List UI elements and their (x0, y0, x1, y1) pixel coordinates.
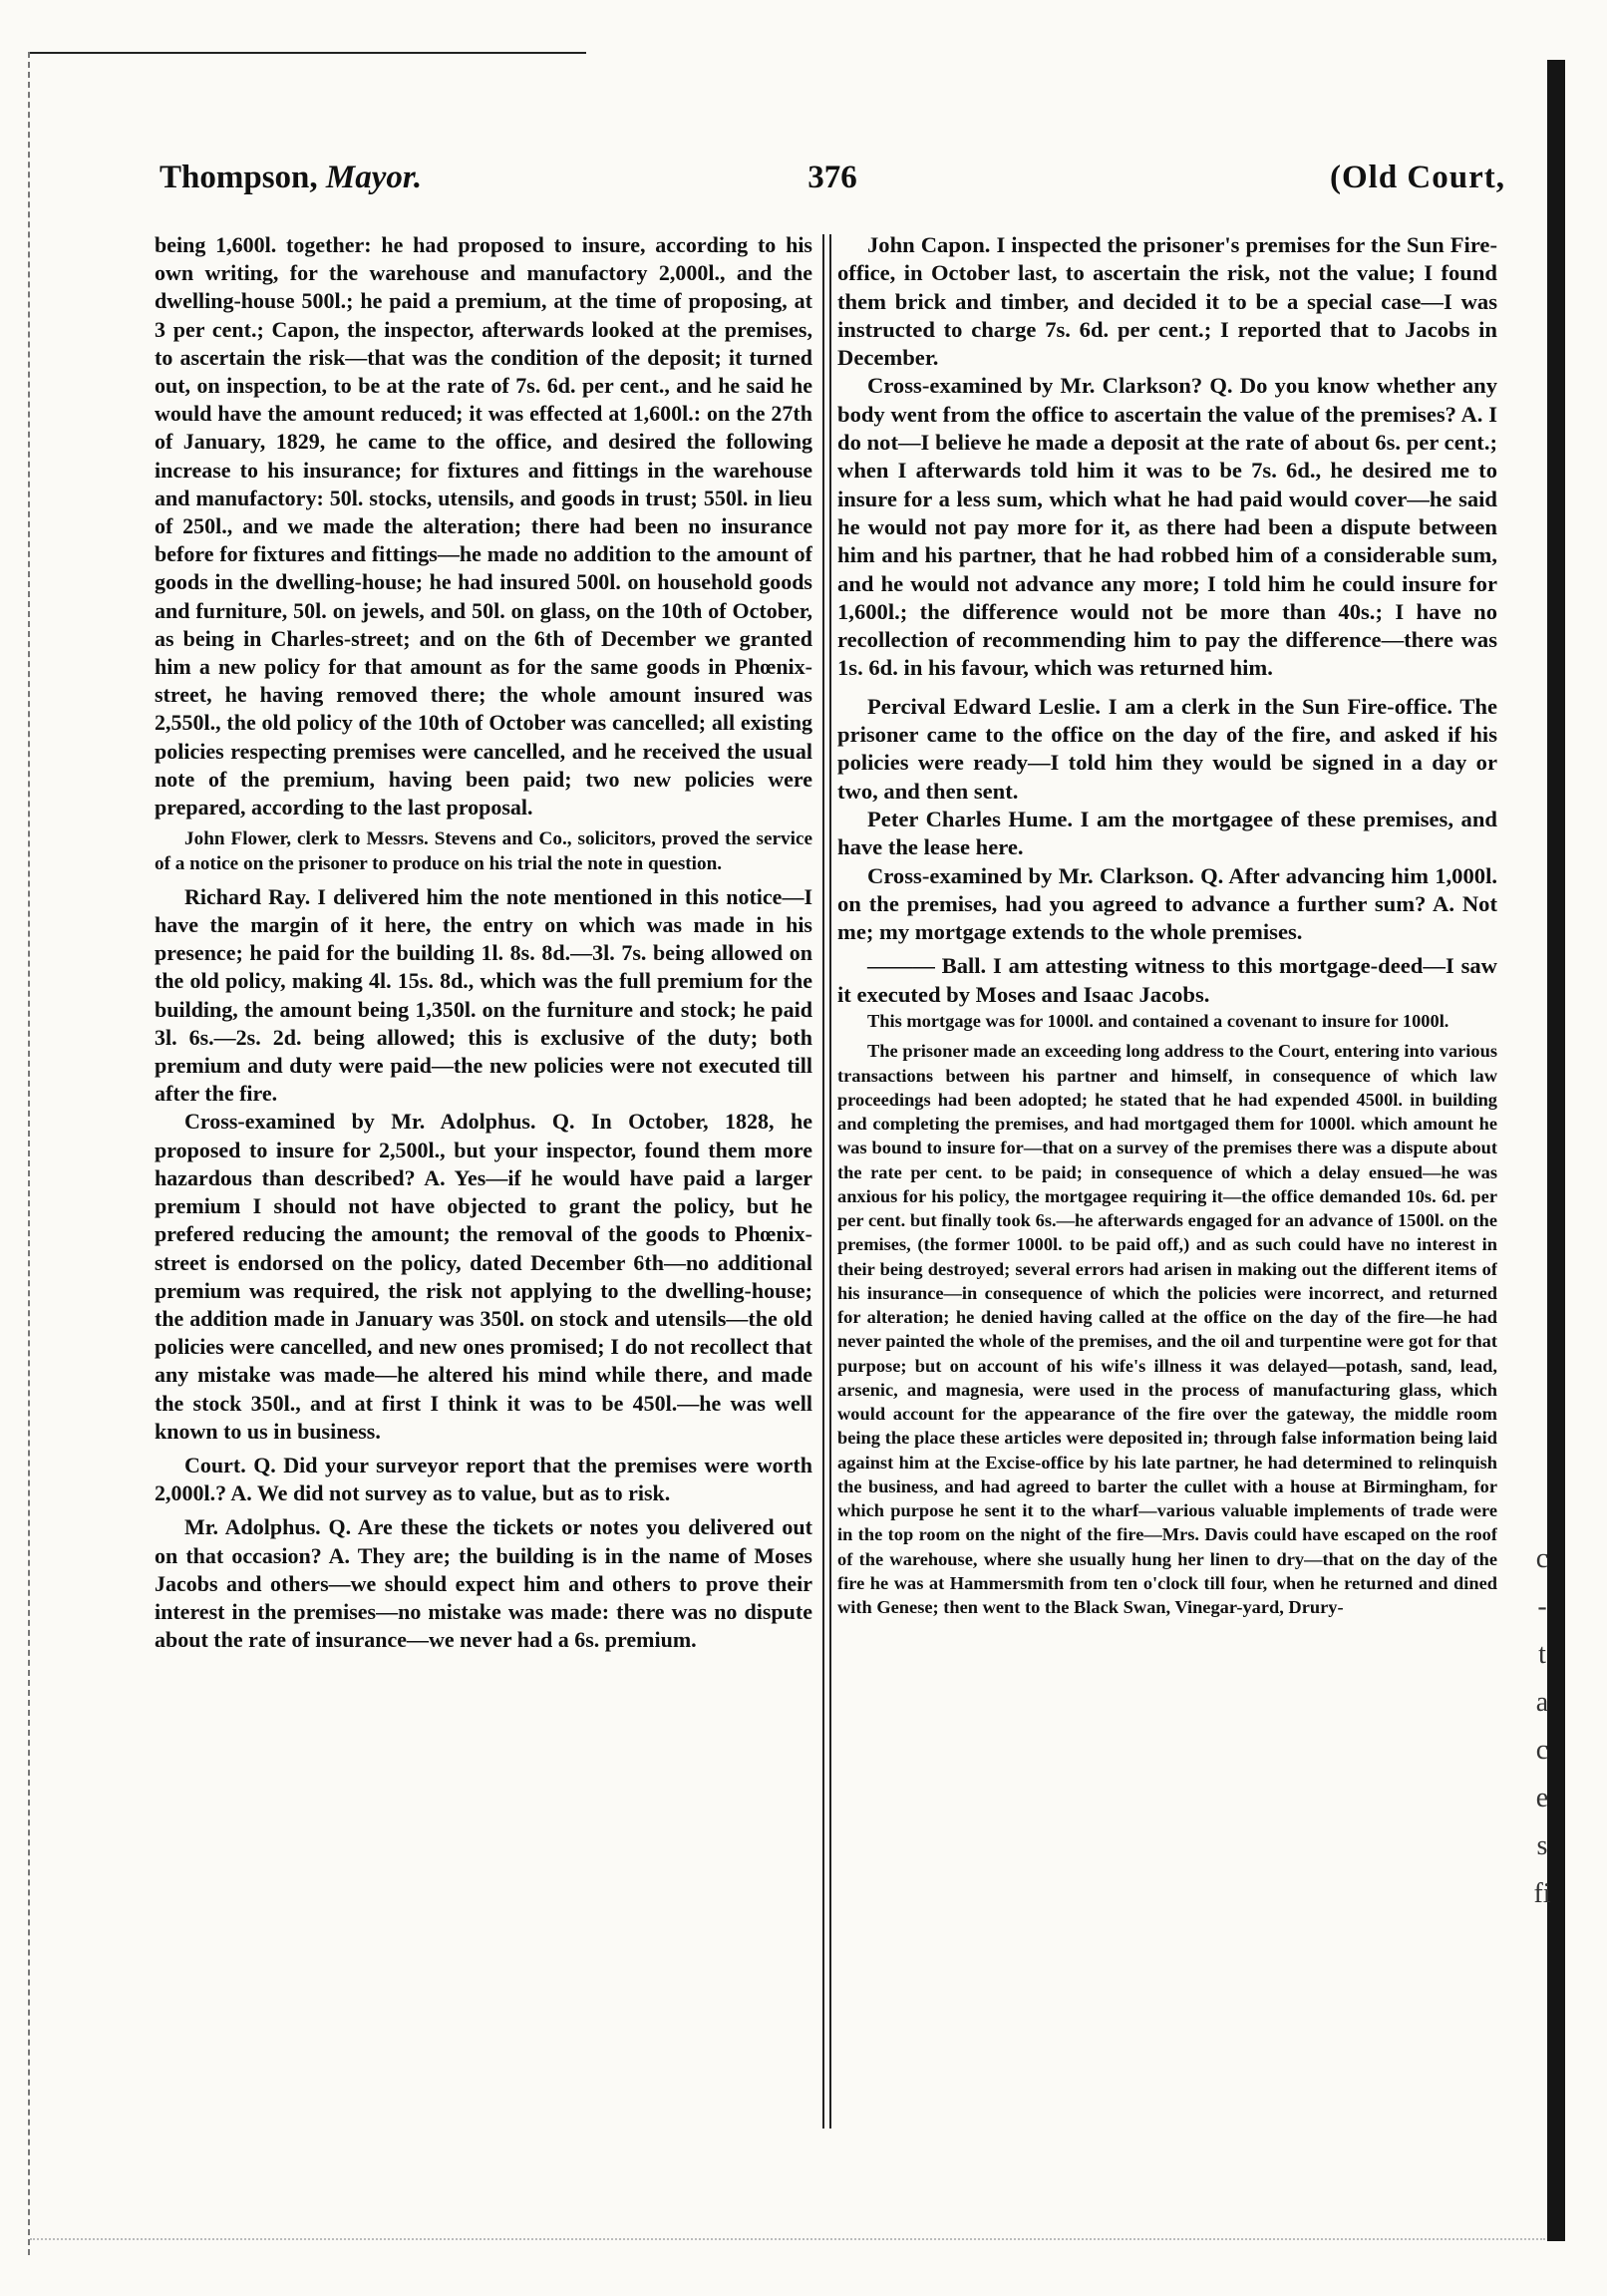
court-question-paragraph: Court. Q. Did your surveyor report that the premises were worth 2,000l.? A. We did not survey as to value, but as to risk. (155, 1452, 812, 1506)
running-head-title: Mayor. (325, 160, 423, 195)
page-number: 376 (807, 160, 857, 195)
page-header (160, 160, 1505, 209)
procedural-note: This mortgage was for 1000l. and contained a covenant to insure for 1000l. (867, 1011, 1449, 1032)
left-column (155, 231, 812, 2155)
testimony-paragraph: John Capon. I inspected the prisoner's premises for the Sun Fire-office, in October last, to ascertain the risk, not the value; I found them brick and timber, and decided it to be a special case—I was instructed to charge 7s. 6d. per cent.; I reported that to Jacobs in December. (837, 232, 1497, 371)
margin-letter: s (1536, 1830, 1548, 1861)
margin-letter: e (1535, 1783, 1549, 1813)
testimony-paragraph: Peter Charles Hume. I am the mortgagee of these premises, and have the lease here. (837, 806, 1497, 860)
testimony-paragraph: ——— Ball. I am attesting witness to this mortgage-deed—I saw it executed by Moses and Isaac Jacobs. (837, 953, 1497, 1007)
margin-letter: c (1535, 1543, 1549, 1574)
prisoner-address-paragraph: The prisoner made an exceeding long address to the Court, entering into various transactions between his partner and himself, in consequence of which law proceedings had been adopted; he stated that he had expended 4500l. in building and completing the premises, and had mortgaged them for 1000l. which amount he was bound to insure for—that on a survey of the premises there was a dispute about the rate per cent. to be paid; in consequence of which a delay ensued—he was anxious for his policy, the mortgagee requiring it—the office demanded 10s. 6d. per per cent. but finally took 6s.—he afterwards engaged for an advance of 1500l. on the premises, (the former 1000l. to be paid off,) and as such could have no interest in their being destroyed; several errors had arisen in making out the different items of his insurance—in consequence of which the policies were incorrect, and returned for alteration; he denied having called at the office on the day of the fire—he had never painted the whole of the premises, and the oil and turpentine were got for that purpose; but on account of his wife's illness it was delayed—potash, sand, lead, arsenic, and magnesia, were used in the process of manufacturing glass, which would account for the appearance of the fire over the gateway, the middle room being the place these articles were deposited in; through false information being laid against him at the Excise-office by his late partner, he had determined to relinquish the business, and had agreed to barter the cullet with a house at Birmingham, for which purpose he sent it to the wharf—various valuable implements of trade were in the top room on the night of the fire—Mrs. Davis could have escaped on the roof of the warehouse, where she usually hung her linen to dry—that on the day of the fire he was at Hammersmith from ten o'clock till four, when he returned and dined with Genese; then went to the Black Swan, Vinegar-yard, Drury- (837, 1041, 1497, 1618)
procedural-note: John Flower, clerk to Messrs. Stevens and Co., solicitors, proved the service of a notice on the prisoner to produce on his trial the note in question. (155, 828, 812, 875)
testimony-paragraph: being 1,600l. together: he had proposed to insure, according to his own writing, for the warehouse and manufactory 2,000l., and the dwelling-house 500l.; he paid a premium, at the time of proposing, at 3 per cent.; Capon, the inspector, afterwards looked at the premises, to ascertain the risk—that was the condition of the deposit; it turned out, on inspection, to be at the rate of 7s. 6d. per cent., and he said he would have the amount reduced; it was effected at 1,600l.: on the 27th of January, 1829, he came to the office, and desired the following increase to his insurance; for fixtures and fittings in the warehouse and manufactory: 50l. stocks, utensils, and goods in trust; 550l. in lieu of 250l., and we made the alteration; there had been no insurance before for fixtures and fittings—he made no addition to the amount of goods in the dwelling-house; he had insured 500l. on household goods and furniture, 50l. on jewels, and 50l. on glass, on the 10th of October, as being in Charles-street; and on the 6th of December we granted him a new policy for that amount as for the same goods in Phœnix-street, he having removed there; the whole amount insured was 2,550l., the old policy of the 10th of October was cancelled; all existing policies respecting premises were cancelled, and he received the usual note of the premium, having been paid; two new policies were prepared, according to the last proposal. (155, 232, 812, 820)
right-column (837, 231, 1497, 2155)
running-head-name: Thompson, (160, 160, 318, 195)
cross-examination-paragraph: Cross-examined by Mr. Adolphus. Q. In October, 1828, he proposed to insure for 2,500l., but your inspector, found them more hazardous than described? A. Yes—if he would have paid a larger premium I should not have objected to grant the policy, but he prefered reducing the amount; the removal of the goods to Phœnix-street is endorsed on the policy, dated December 6th—no additional premium was required, the risk not applying to the dwelling-house; the addition made in January was 350l. on stock and utensils—the old policies were cancelled, and new ones promised; I do not recollect that any mistake was made—he altered his mind while there, and made the stock 350l., and at first I think it was to be 450l.—he was well known to us in business. (155, 1109, 812, 1444)
margin-letter: - (1537, 1591, 1547, 1622)
margin-letter: c (1535, 1735, 1549, 1766)
running-head-right: (Old Court, (1330, 160, 1505, 195)
scan-footer-noise (30, 2238, 1545, 2240)
margin-letters (1527, 1535, 1557, 1918)
testimony-paragraph: Richard Ray. I delivered him the note mentioned in this notice—I have the margin of it here, the entry on which was made in his presence; he paid for the building 1l. 8s. 8d.—3l. 7s. being allowed on the old policy, making 4l. 15s. 8d., which was the full premium for the building, the amount being 1,350l. on the furniture and stock; he paid 3l. 6s.—2s. 2d. being allowed; this is exclusive of the duty; both premium and duty were paid—the new policies were not executed till after the fire. (155, 883, 812, 1107)
cross-examination-paragraph: Mr. Adolphus. Q. Are these the tickets or notes you delivered out on that occasion? A. They are; the building is in the name of Moses Jacobs and others—we should expect him and others to prove their interest in the premises—no mistake was made: there was no dispute about the rate of insurance—we never had a 6s. premium. (155, 1514, 812, 1653)
cross-examination-paragraph: Cross-examined by Mr. Clarkson? Q. Do you know whether any body went from the office to ascertain the value of the premises? A. I do not—I believe he made a deposit at the rate of about 6s. per cent.; when I afterwards told him it was to be 7s. 6d., he desired me to insure for a less sum, which what he had paid would cover—he said he would not pay more for it, as there had been a dispute between him and his partner, that he had robbed him of a considerable sum, and he would not advance any more; I told him he could insure for 1,600l.; the difference would not be more than 40s.; I have no recollection of recommending him to pay the difference—there was 1s. 6d. in his favour, which was returned him. (837, 373, 1497, 681)
scan-border-top (28, 52, 586, 54)
cross-examination-paragraph: Cross-examined by Mr. Clarkson. Q. After advancing him 1,000l. on the premises, had you agreed to advance a further sum? A. Not me; my mortgage extends to the whole premises. (837, 862, 1497, 945)
testimony-paragraph: Percival Edward Leslie. I am a clerk in the Sun Fire-office. The prisoner came to the office on the day of the fire, and asked if his policies were ready—I told him they would be signed in a day or two, and then sent. (837, 693, 1497, 804)
margin-letter: t (1538, 1639, 1546, 1670)
margin-letter: fi (1533, 1878, 1551, 1909)
margin-letter: a (1535, 1687, 1549, 1718)
scan-border-left (28, 52, 30, 2255)
column-divider (822, 234, 831, 2129)
